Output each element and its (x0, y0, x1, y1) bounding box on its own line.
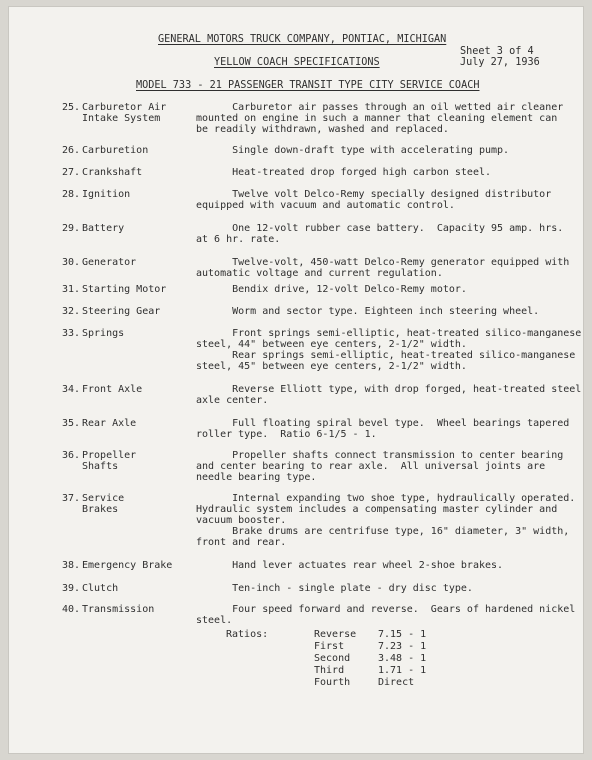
spec-description (196, 328, 582, 372)
spec-number: 35. (61, 418, 80, 429)
spec-label: Ignition (82, 189, 131, 200)
spec-label: Carburetor Air Intake System (82, 102, 167, 124)
spec-label: Battery (82, 223, 125, 234)
spec-description-line: axle center. (196, 395, 269, 406)
spec-number: 33. (61, 328, 80, 339)
spec-description-line: mounted on engine in such a manner that cleaning element can (196, 113, 558, 124)
spec-number: 29. (61, 223, 80, 234)
spec-description-line: steel, 45" between eye centers, 2-1/2" width. (196, 361, 467, 372)
spec-description (196, 418, 570, 440)
spec-description-line: be readily withdrawn, washed and replaced. (196, 124, 449, 135)
ratio-value: 7.23 - 1 (378, 641, 427, 652)
spec-number: 38. (61, 560, 80, 571)
ratio-value: 7.15 - 1 (378, 629, 427, 640)
ratio-gear: First (314, 641, 345, 652)
spec-description (196, 102, 566, 135)
spec-description-line: Ten-inch - single plate - dry disc type. (196, 583, 473, 594)
ratio-gear: Second (314, 653, 351, 664)
spec-description-line: Front springs semi-elliptic, heat-treated silico-manganese (196, 328, 582, 339)
spec-label: Front Axle (82, 384, 143, 395)
spec-description-line: roller type. Ratio 6-1/5 - 1. (196, 429, 377, 440)
ratio-gear: Fourth (314, 677, 351, 688)
spec-description-line: Rear springs semi-elliptic, heat-treated silico-manganese (196, 350, 576, 361)
spec-number: 31. (61, 284, 80, 295)
spec-description-line: Bendix drive, 12-volt Delco-Remy motor. (196, 284, 467, 295)
spec-description (196, 384, 582, 406)
spec-number: 37. (61, 493, 80, 504)
ratio-value: 3.48 - 1 (378, 653, 427, 664)
ratio-value: 1.71 - 1 (378, 665, 427, 676)
spec-description-line: Twelve volt Delco-Remy specially designed distributor (196, 189, 552, 200)
spec-description (196, 604, 576, 626)
spec-number: 27. (61, 167, 80, 178)
spec-number: 32. (61, 306, 80, 317)
spec-label: Rear Axle (82, 418, 137, 429)
spec-description (196, 167, 566, 178)
spec-label: Propeller Shafts (82, 450, 137, 472)
spec-description-line: front and rear. (196, 537, 287, 548)
spec-description-line: Worm and sector type. Eighteen inch steering wheel. (196, 306, 540, 317)
spec-number: 26. (61, 145, 80, 156)
spec-label: Crankshaft (82, 167, 143, 178)
spec-description-line: Propeller shafts connect transmission to center bearing (196, 450, 564, 461)
spec-number: 39. (61, 583, 80, 594)
spec-description (196, 450, 566, 483)
spec-description-line: automatic voltage and current regulation. (196, 268, 443, 279)
spec-number: 40. (61, 604, 80, 615)
spec-label: Starting Motor (82, 284, 167, 295)
spec-number: 25. (61, 102, 80, 113)
spec-description (196, 493, 576, 548)
spec-label: Transmission (82, 604, 155, 615)
spec-number: 34. (61, 384, 80, 395)
spec-number: 30. (61, 257, 80, 268)
spec-description-line: Four speed forward and reverse. Gears of hardened nickel (196, 604, 576, 615)
spec-description-line: steel, 44" between eye centers, 2-1/2" width. (196, 339, 467, 350)
spec-description (196, 257, 570, 279)
spec-label: Service Brakes (82, 493, 125, 515)
ratios-label: Ratios: (226, 629, 269, 640)
spec-description (196, 306, 566, 317)
document-date: July 27, 1936 (460, 57, 540, 68)
spec-description-line: equipped with vacuum and automatic control. (196, 200, 455, 211)
spec-description (196, 284, 566, 295)
spec-description (196, 145, 566, 156)
company-heading: GENERAL MOTORS TRUCK COMPANY, PONTIAC, MICHIGAN (158, 34, 447, 45)
spec-description-line: Full floating spiral bevel type. Wheel bearings tapered (196, 418, 570, 429)
spec-description-line: One 12-volt rubber case battery. Capacity 95 amp. hrs. (196, 223, 564, 234)
model-heading: MODEL 733 - 21 PASSENGER TRANSIT TYPE CITY SERVICE COACH (136, 80, 480, 91)
spec-label: Springs (82, 328, 125, 339)
spec-label: Emergency Brake (82, 560, 173, 571)
spec-description-line: steel. (196, 615, 233, 626)
spec-description-line: Twelve-volt, 450-watt Delco-Remy generator equipped with (196, 257, 570, 268)
spec-description (196, 189, 566, 211)
document-title: YELLOW COACH SPECIFICATIONS (214, 57, 380, 68)
spec-description (196, 560, 566, 571)
spec-label: Generator (82, 257, 137, 268)
spec-description-line: and center bearing to rear axle. All universal joints are (196, 461, 546, 472)
spec-description-line: Carburetor air passes through an oil wetted air cleaner (196, 102, 564, 113)
spec-description-line: vacuum booster. (196, 515, 287, 526)
ratio-gear: Reverse (314, 629, 357, 640)
spec-label: Carburetion (82, 145, 149, 156)
spec-description (196, 583, 566, 594)
spec-description-line: Single down-draft type with accelerating pump. (196, 145, 510, 156)
ratio-gear: Third (314, 665, 345, 676)
spec-number: 28. (61, 189, 80, 200)
spec-description-line: Hydraulic system includes a compensating master cylinder and (196, 504, 558, 515)
spec-number: 36. (61, 450, 80, 461)
document-page (8, 6, 584, 754)
spec-label: Clutch (82, 583, 119, 594)
spec-description-line: at 6 hr. rate. (196, 234, 281, 245)
spec-description (196, 223, 566, 245)
spec-description-line: needle bearing type. (196, 472, 317, 483)
spec-description-line: Brake drums are centrifuse type, 16" diameter, 3" width, (196, 526, 570, 537)
ratio-value: Direct (378, 677, 415, 688)
spec-description-line: Heat-treated drop forged high carbon steel. (196, 167, 492, 178)
spec-description-line: Internal expanding two shoe type, hydraulically operated. (196, 493, 576, 504)
sheet-number: Sheet 3 of 4 (460, 46, 534, 57)
spec-description-line: Hand lever actuates rear wheel 2-shoe brakes. (196, 560, 504, 571)
spec-description-line: Reverse Elliott type, with drop forged, heat-treated steel (196, 384, 582, 395)
spec-label: Steering Gear (82, 306, 161, 317)
